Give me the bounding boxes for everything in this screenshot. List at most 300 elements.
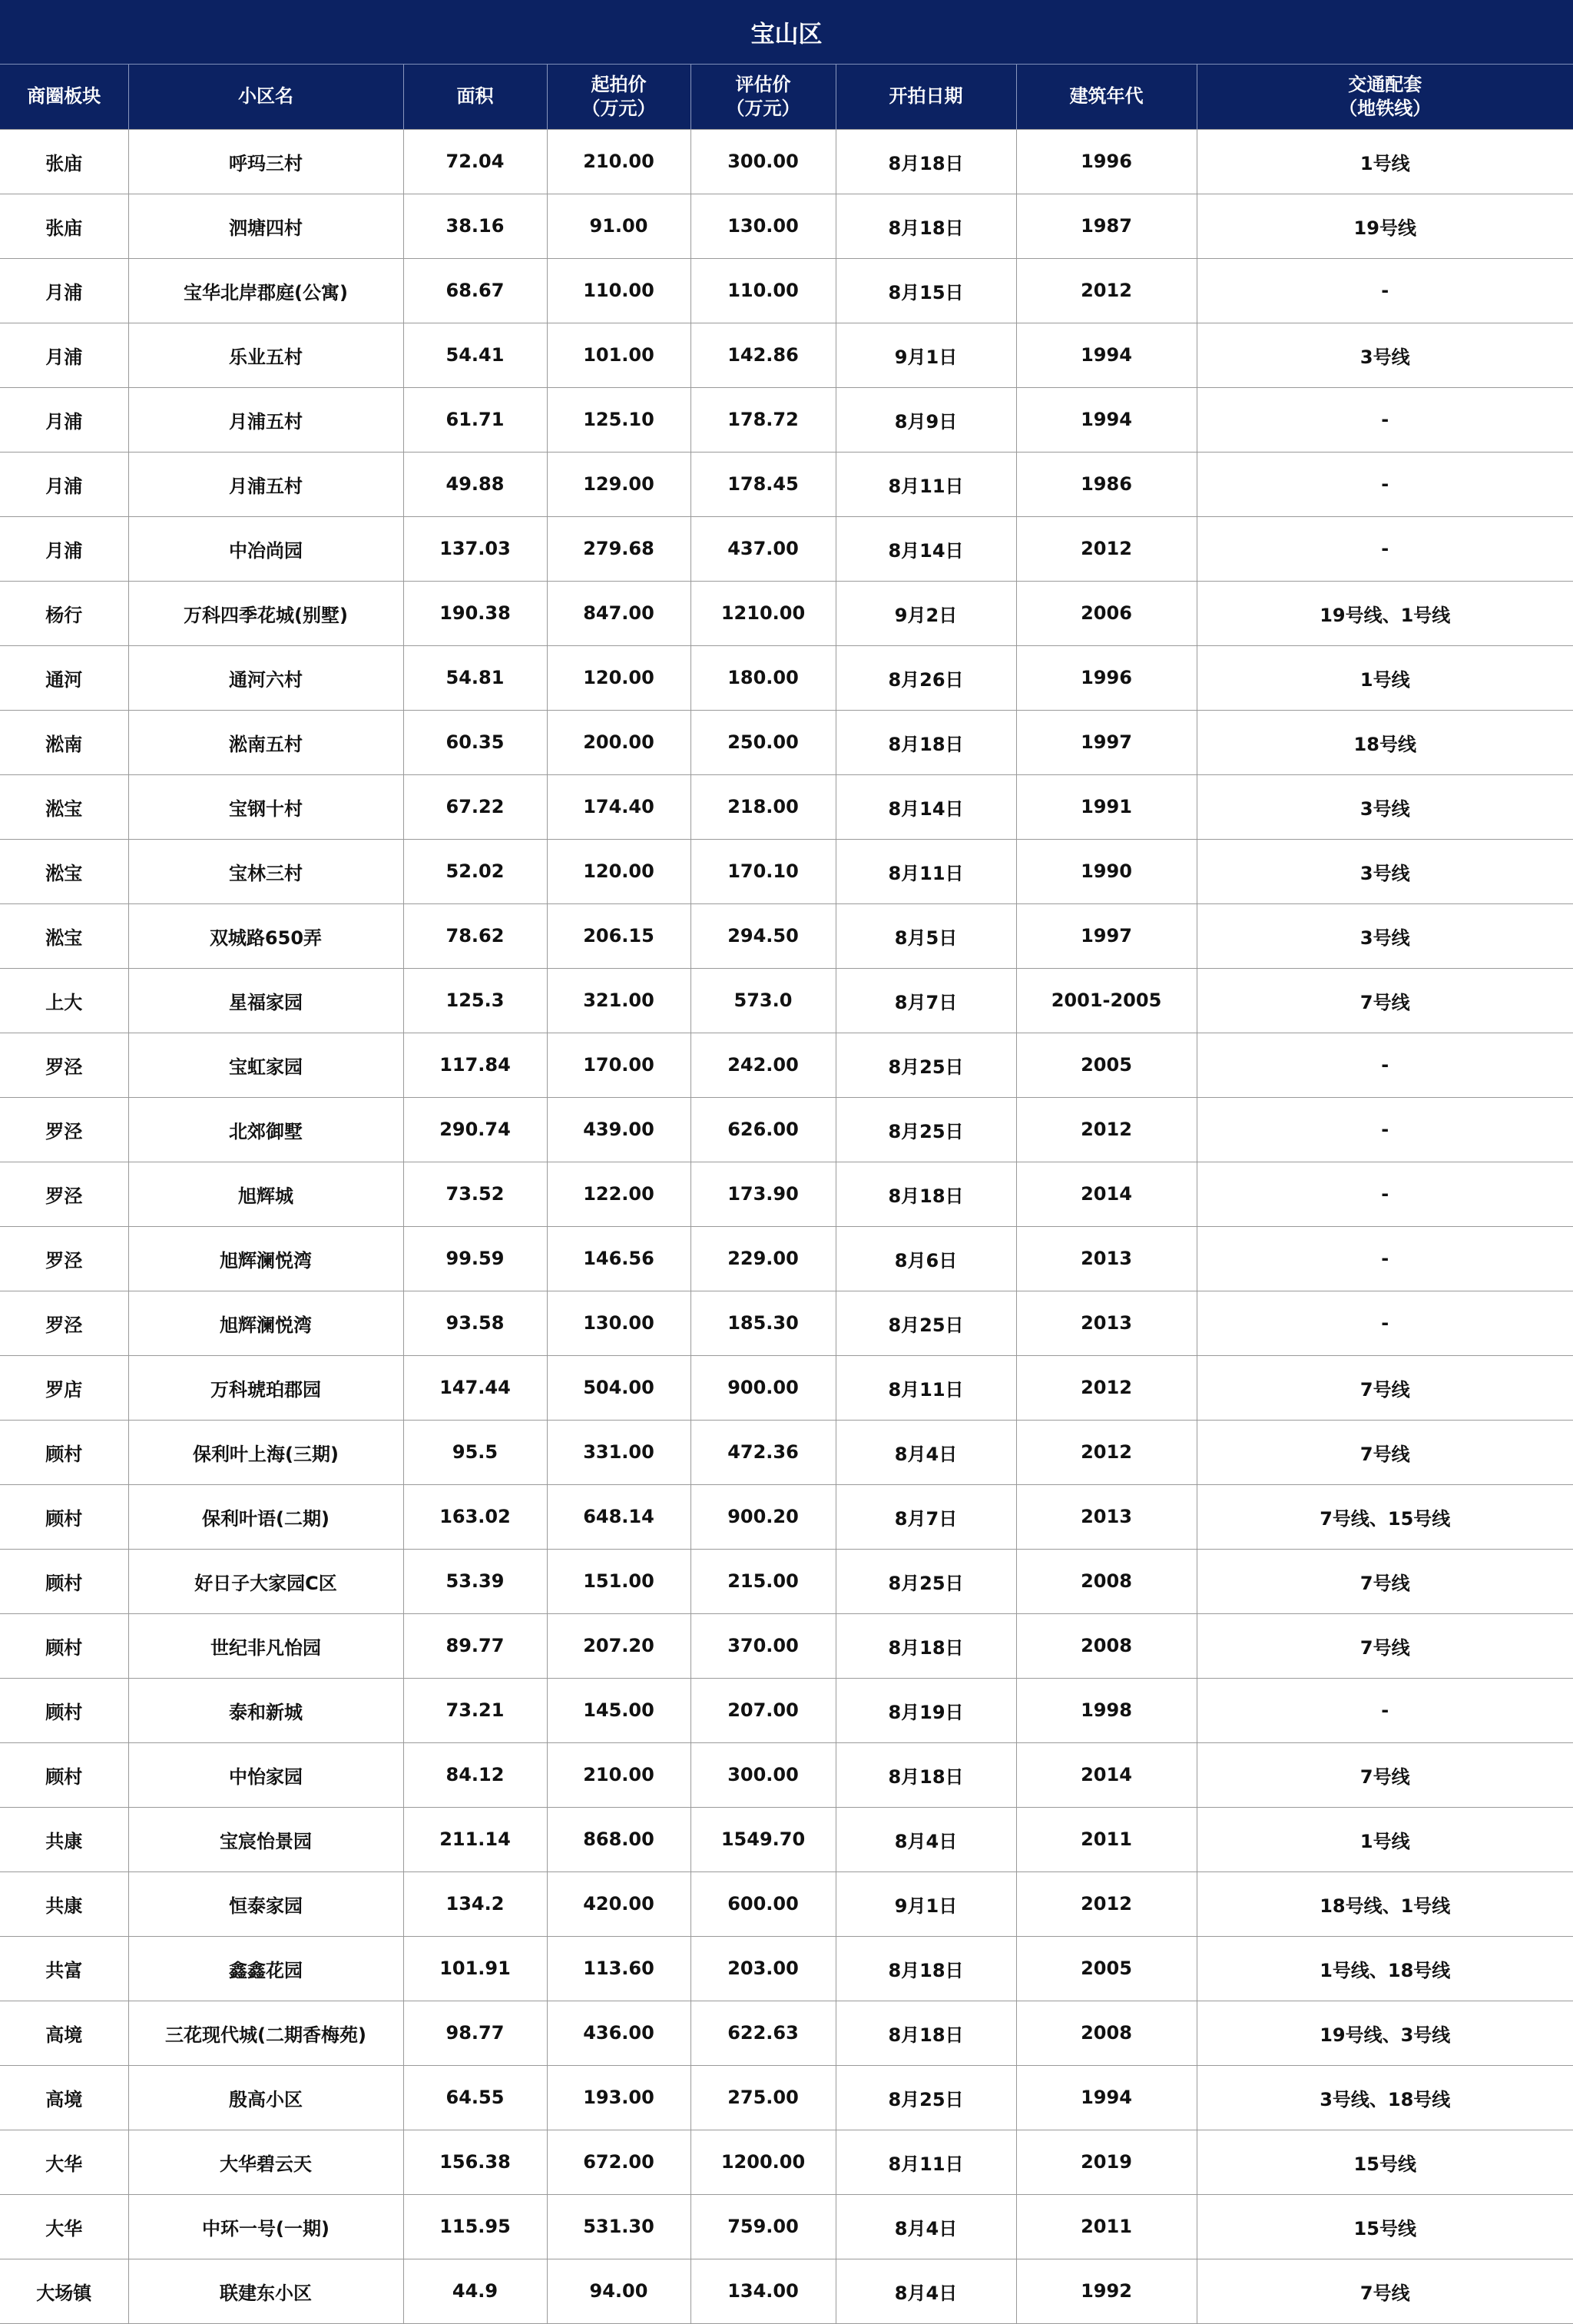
cell-auction-date: 9月2日	[836, 581, 1016, 645]
table-row	[0, 1807, 1573, 1871]
table-row	[0, 1549, 1573, 1613]
cell-district: 淞南	[0, 710, 128, 774]
cell-area: 67.22	[403, 774, 547, 839]
cell-district: 淞宝	[0, 839, 128, 903]
cell-community: 中冶尚园	[128, 516, 403, 581]
table-row	[0, 1678, 1573, 1742]
cell-area: 99.59	[403, 1226, 547, 1291]
cell-metro: 3号线、18号线	[1197, 2065, 1573, 2130]
cell-area: 211.14	[403, 1807, 547, 1871]
cell-appraised-price: 900.00	[690, 1355, 836, 1420]
cell-community: 双城路650弄	[128, 903, 403, 968]
cell-area: 156.38	[403, 2130, 547, 2194]
cell-auction-date: 8月4日	[836, 1420, 1016, 1484]
cell-auction-date: 8月9日	[836, 387, 1016, 452]
cell-district: 罗泾	[0, 1226, 128, 1291]
cell-starting-price: 504.00	[547, 1355, 690, 1420]
cell-community: 世纪非凡怡园	[128, 1613, 403, 1678]
cell-area: 54.81	[403, 645, 547, 710]
cell-community: 北郊御墅	[128, 1097, 403, 1162]
cell-auction-date: 8月11日	[836, 452, 1016, 516]
cell-district: 罗泾	[0, 1291, 128, 1355]
cell-community: 恒泰家园	[128, 1871, 403, 1936]
cell-starting-price: 130.00	[547, 1291, 690, 1355]
cell-metro: 3号线	[1197, 774, 1573, 839]
cell-appraised-price: 185.30	[690, 1291, 836, 1355]
cell-auction-date: 8月18日	[836, 2001, 1016, 2065]
cell-auction-date: 8月19日	[836, 1678, 1016, 1742]
table-row	[0, 2130, 1573, 2194]
cell-auction-date: 8月25日	[836, 1291, 1016, 1355]
table-row	[0, 710, 1573, 774]
table-row	[0, 2001, 1573, 2065]
cell-auction-date: 8月18日	[836, 194, 1016, 258]
cell-metro: 15号线	[1197, 2130, 1573, 2194]
cell-auction-date: 8月4日	[836, 2259, 1016, 2323]
cell-community: 乐业五村	[128, 323, 403, 387]
sheet-title: 宝山区	[0, 0, 1573, 65]
cell-starting-price: 113.60	[547, 1936, 690, 2001]
table-row	[0, 1936, 1573, 2001]
cell-starting-price: 151.00	[547, 1549, 690, 1613]
cell-metro: 15号线	[1197, 2194, 1573, 2259]
cell-starting-price: 331.00	[547, 1420, 690, 1484]
col-header-metro: 交通配套 （地铁线）	[1197, 65, 1573, 129]
cell-district: 罗泾	[0, 1033, 128, 1097]
cell-auction-date: 8月11日	[836, 1355, 1016, 1420]
cell-district: 顾村	[0, 1420, 128, 1484]
cell-starting-price: 206.15	[547, 903, 690, 968]
cell-district: 张庙	[0, 194, 128, 258]
cell-auction-date: 8月6日	[836, 1226, 1016, 1291]
cell-district: 罗泾	[0, 1162, 128, 1226]
cell-area: 101.91	[403, 1936, 547, 2001]
cell-appraised-price: 130.00	[690, 194, 836, 258]
table-row	[0, 645, 1573, 710]
cell-area: 54.41	[403, 323, 547, 387]
cell-appraised-price: 300.00	[690, 1742, 836, 1807]
table-row	[0, 258, 1573, 323]
cell-appraised-price: 250.00	[690, 710, 836, 774]
cell-auction-date: 8月14日	[836, 774, 1016, 839]
cell-build-year: 2001-2005	[1016, 968, 1197, 1033]
table-row	[0, 2194, 1573, 2259]
cell-appraised-price: 170.10	[690, 839, 836, 903]
cell-metro: -	[1197, 1678, 1573, 1742]
cell-community: 呼玛三村	[128, 129, 403, 194]
cell-auction-date: 8月7日	[836, 968, 1016, 1033]
col-header-district: 商圈板块	[0, 65, 128, 129]
cell-district: 共富	[0, 1936, 128, 2001]
cell-community: 泗塘四村	[128, 194, 403, 258]
cell-district: 顾村	[0, 1484, 128, 1549]
cell-metro: 19号线	[1197, 194, 1573, 258]
cell-appraised-price: 600.00	[690, 1871, 836, 1936]
cell-build-year: 1992	[1016, 2259, 1197, 2323]
cell-starting-price: 129.00	[547, 452, 690, 516]
cell-auction-date: 9月1日	[836, 323, 1016, 387]
cell-metro: 19号线、1号线	[1197, 581, 1573, 645]
cell-area: 190.38	[403, 581, 547, 645]
cell-district: 月浦	[0, 516, 128, 581]
table-row	[0, 1484, 1573, 1549]
cell-appraised-price: 300.00	[690, 129, 836, 194]
table-header	[0, 65, 1573, 129]
cell-build-year: 1997	[1016, 903, 1197, 968]
cell-district: 高境	[0, 2001, 128, 2065]
cell-area: 64.55	[403, 2065, 547, 2130]
cell-area: 72.04	[403, 129, 547, 194]
cell-starting-price: 207.20	[547, 1613, 690, 1678]
cell-auction-date: 8月25日	[836, 1549, 1016, 1613]
cell-auction-date: 8月14日	[836, 516, 1016, 581]
cell-community: 保利叶语(二期)	[128, 1484, 403, 1549]
cell-area: 60.35	[403, 710, 547, 774]
cell-area: 53.39	[403, 1549, 547, 1613]
cell-build-year: 2008	[1016, 1613, 1197, 1678]
cell-build-year: 1996	[1016, 129, 1197, 194]
cell-community: 保利叶上海(三期)	[128, 1420, 403, 1484]
cell-metro: -	[1197, 258, 1573, 323]
cell-metro: 7号线	[1197, 1549, 1573, 1613]
cell-auction-date: 8月18日	[836, 129, 1016, 194]
cell-community: 宝华北岸郡庭(公寓)	[128, 258, 403, 323]
cell-build-year: 2011	[1016, 1807, 1197, 1871]
cell-metro: 7号线	[1197, 1420, 1573, 1484]
cell-metro: 1号线、18号线	[1197, 1936, 1573, 2001]
cell-community: 宝钢十村	[128, 774, 403, 839]
cell-appraised-price: 207.00	[690, 1678, 836, 1742]
cell-starting-price: 439.00	[547, 1097, 690, 1162]
cell-starting-price: 420.00	[547, 1871, 690, 1936]
cell-build-year: 1998	[1016, 1678, 1197, 1742]
cell-community: 泰和新城	[128, 1678, 403, 1742]
cell-auction-date: 8月4日	[836, 1807, 1016, 1871]
cell-build-year: 2006	[1016, 581, 1197, 645]
cell-community: 月浦五村	[128, 387, 403, 452]
cell-appraised-price: 1200.00	[690, 2130, 836, 2194]
cell-starting-price: 436.00	[547, 2001, 690, 2065]
col-header-community: 小区名	[128, 65, 403, 129]
cell-starting-price: 120.00	[547, 839, 690, 903]
cell-build-year: 1997	[1016, 710, 1197, 774]
cell-district: 共康	[0, 1871, 128, 1936]
cell-metro: -	[1197, 1097, 1573, 1162]
cell-auction-date: 8月25日	[836, 2065, 1016, 2130]
cell-metro: 7号线	[1197, 968, 1573, 1033]
cell-area: 98.77	[403, 2001, 547, 2065]
table-row	[0, 1613, 1573, 1678]
cell-auction-date: 8月18日	[836, 1936, 1016, 2001]
cell-district: 杨行	[0, 581, 128, 645]
cell-community: 联建东小区	[128, 2259, 403, 2323]
cell-starting-price: 531.30	[547, 2194, 690, 2259]
cell-build-year: 2013	[1016, 1484, 1197, 1549]
cell-build-year: 2008	[1016, 1549, 1197, 1613]
cell-area: 73.52	[403, 1162, 547, 1226]
table-row	[0, 1742, 1573, 1807]
cell-metro: 7号线	[1197, 1613, 1573, 1678]
cell-starting-price: 110.00	[547, 258, 690, 323]
cell-auction-date: 8月11日	[836, 839, 1016, 903]
cell-appraised-price: 173.90	[690, 1162, 836, 1226]
cell-starting-price: 125.10	[547, 387, 690, 452]
cell-build-year: 2013	[1016, 1291, 1197, 1355]
cell-build-year: 1996	[1016, 645, 1197, 710]
cell-appraised-price: 275.00	[690, 2065, 836, 2130]
cell-metro: 3号线	[1197, 323, 1573, 387]
cell-auction-date: 8月7日	[836, 1484, 1016, 1549]
cell-build-year: 2013	[1016, 1226, 1197, 1291]
cell-starting-price: 210.00	[547, 129, 690, 194]
table-row	[0, 1420, 1573, 1484]
cell-district: 大华	[0, 2130, 128, 2194]
cell-starting-price: 847.00	[547, 581, 690, 645]
cell-district: 大场镇	[0, 2259, 128, 2323]
cell-district: 罗店	[0, 1355, 128, 1420]
cell-community: 宝林三村	[128, 839, 403, 903]
cell-district: 顾村	[0, 1613, 128, 1678]
col-header-area: 面积	[403, 65, 547, 129]
cell-build-year: 2012	[1016, 1355, 1197, 1420]
cell-community: 万科四季花城(别墅)	[128, 581, 403, 645]
cell-community: 旭辉城	[128, 1162, 403, 1226]
table-row	[0, 1226, 1573, 1291]
cell-auction-date: 8月15日	[836, 258, 1016, 323]
cell-appraised-price: 142.86	[690, 323, 836, 387]
cell-area: 44.9	[403, 2259, 547, 2323]
cell-area: 163.02	[403, 1484, 547, 1549]
cell-community: 万科琥珀郡园	[128, 1355, 403, 1420]
cell-district: 淞宝	[0, 903, 128, 968]
cell-starting-price: 145.00	[547, 1678, 690, 1742]
cell-starting-price: 120.00	[547, 645, 690, 710]
table-row	[0, 452, 1573, 516]
cell-community: 通河六村	[128, 645, 403, 710]
table-row	[0, 323, 1573, 387]
cell-metro: 7号线、15号线	[1197, 1484, 1573, 1549]
cell-community: 三花现代城(二期香梅苑)	[128, 2001, 403, 2065]
cell-appraised-price: 178.45	[690, 452, 836, 516]
cell-appraised-price: 242.00	[690, 1033, 836, 1097]
cell-build-year: 2012	[1016, 1097, 1197, 1162]
cell-metro: 1号线	[1197, 129, 1573, 194]
cell-district: 大华	[0, 2194, 128, 2259]
cell-build-year: 1994	[1016, 387, 1197, 452]
cell-metro: -	[1197, 1226, 1573, 1291]
table-row	[0, 387, 1573, 452]
cell-starting-price: 200.00	[547, 710, 690, 774]
cell-metro: 1号线	[1197, 1807, 1573, 1871]
cell-appraised-price: 218.00	[690, 774, 836, 839]
cell-auction-date: 8月18日	[836, 1613, 1016, 1678]
cell-starting-price: 146.56	[547, 1226, 690, 1291]
cell-area: 73.21	[403, 1678, 547, 1742]
cell-area: 84.12	[403, 1742, 547, 1807]
cell-community: 好日子大家园C区	[128, 1549, 403, 1613]
cell-metro: 3号线	[1197, 839, 1573, 903]
col-header-appraised-price: 评估价 （万元）	[690, 65, 836, 129]
cell-starting-price: 868.00	[547, 1807, 690, 1871]
cell-appraised-price: 134.00	[690, 2259, 836, 2323]
cell-build-year: 2005	[1016, 1936, 1197, 2001]
cell-area: 134.2	[403, 1871, 547, 1936]
cell-community: 中环一号(一期)	[128, 2194, 403, 2259]
table-row	[0, 1871, 1573, 1936]
cell-community: 星福家园	[128, 968, 403, 1033]
cell-starting-price: 193.00	[547, 2065, 690, 2130]
cell-build-year: 2014	[1016, 1162, 1197, 1226]
cell-auction-date: 9月1日	[836, 1871, 1016, 1936]
cell-auction-date: 8月18日	[836, 1742, 1016, 1807]
cell-metro: -	[1197, 1033, 1573, 1097]
table-row	[0, 129, 1573, 194]
table-row	[0, 1097, 1573, 1162]
cell-metro: 19号线、3号线	[1197, 2001, 1573, 2065]
cell-appraised-price: 294.50	[690, 903, 836, 968]
cell-district: 淞宝	[0, 774, 128, 839]
cell-metro: -	[1197, 1162, 1573, 1226]
cell-auction-date: 8月26日	[836, 645, 1016, 710]
cell-area: 115.95	[403, 2194, 547, 2259]
col-header-build-year: 建筑年代	[1016, 65, 1197, 129]
cell-appraised-price: 203.00	[690, 1936, 836, 2001]
cell-appraised-price: 626.00	[690, 1097, 836, 1162]
cell-area: 95.5	[403, 1420, 547, 1484]
cell-appraised-price: 1549.70	[690, 1807, 836, 1871]
cell-starting-price: 122.00	[547, 1162, 690, 1226]
cell-district: 顾村	[0, 1678, 128, 1742]
table-row	[0, 1355, 1573, 1420]
cell-community: 鑫鑫花园	[128, 1936, 403, 2001]
table-row	[0, 1162, 1573, 1226]
listing-table	[0, 65, 1573, 2324]
cell-district: 月浦	[0, 387, 128, 452]
cell-starting-price: 210.00	[547, 1742, 690, 1807]
cell-auction-date: 8月25日	[836, 1033, 1016, 1097]
cell-appraised-price: 900.20	[690, 1484, 836, 1549]
cell-build-year: 1991	[1016, 774, 1197, 839]
cell-starting-price: 170.00	[547, 1033, 690, 1097]
cell-metro: 7号线	[1197, 1742, 1573, 1807]
cell-appraised-price: 1210.00	[690, 581, 836, 645]
cell-area: 89.77	[403, 1613, 547, 1678]
cell-district: 顾村	[0, 1742, 128, 1807]
table-row	[0, 839, 1573, 903]
cell-district: 张庙	[0, 129, 128, 194]
table-body	[0, 129, 1573, 2323]
cell-starting-price: 321.00	[547, 968, 690, 1033]
cell-metro: 3号线	[1197, 903, 1573, 968]
cell-appraised-price: 178.72	[690, 387, 836, 452]
cell-area: 93.58	[403, 1291, 547, 1355]
cell-district: 月浦	[0, 258, 128, 323]
cell-district: 通河	[0, 645, 128, 710]
cell-appraised-price: 437.00	[690, 516, 836, 581]
cell-area: 137.03	[403, 516, 547, 581]
cell-starting-price: 91.00	[547, 194, 690, 258]
cell-community: 中怡家园	[128, 1742, 403, 1807]
cell-auction-date: 8月11日	[836, 2130, 1016, 2194]
cell-starting-price: 94.00	[547, 2259, 690, 2323]
cell-area: 125.3	[403, 968, 547, 1033]
cell-district: 罗泾	[0, 1097, 128, 1162]
cell-district: 共康	[0, 1807, 128, 1871]
table-row	[0, 1291, 1573, 1355]
cell-appraised-price: 370.00	[690, 1613, 836, 1678]
cell-metro: -	[1197, 516, 1573, 581]
cell-appraised-price: 229.00	[690, 1226, 836, 1291]
header-row	[0, 65, 1573, 129]
table-row	[0, 1033, 1573, 1097]
cell-community: 旭辉澜悦湾	[128, 1226, 403, 1291]
cell-district: 上大	[0, 968, 128, 1033]
col-header-auction-date: 开拍日期	[836, 65, 1016, 129]
cell-auction-date: 8月25日	[836, 1097, 1016, 1162]
cell-appraised-price: 759.00	[690, 2194, 836, 2259]
table-row	[0, 968, 1573, 1033]
cell-metro: 18号线	[1197, 710, 1573, 774]
cell-starting-price: 648.14	[547, 1484, 690, 1549]
table-row	[0, 2259, 1573, 2323]
cell-appraised-price: 472.36	[690, 1420, 836, 1484]
cell-district: 顾村	[0, 1549, 128, 1613]
cell-build-year: 1994	[1016, 2065, 1197, 2130]
table-row	[0, 516, 1573, 581]
cell-build-year: 2012	[1016, 1420, 1197, 1484]
cell-district: 高境	[0, 2065, 128, 2130]
cell-metro: 7号线	[1197, 2259, 1573, 2323]
table-row	[0, 581, 1573, 645]
cell-build-year: 2012	[1016, 258, 1197, 323]
cell-community: 旭辉澜悦湾	[128, 1291, 403, 1355]
cell-starting-price: 672.00	[547, 2130, 690, 2194]
table-row	[0, 774, 1573, 839]
cell-starting-price: 279.68	[547, 516, 690, 581]
cell-community: 淞南五村	[128, 710, 403, 774]
cell-auction-date: 8月5日	[836, 903, 1016, 968]
cell-auction-date: 8月18日	[836, 1162, 1016, 1226]
cell-build-year: 2014	[1016, 1742, 1197, 1807]
cell-metro: -	[1197, 387, 1573, 452]
cell-auction-date: 8月18日	[836, 710, 1016, 774]
cell-starting-price: 174.40	[547, 774, 690, 839]
cell-community: 月浦五村	[128, 452, 403, 516]
cell-appraised-price: 110.00	[690, 258, 836, 323]
cell-area: 117.84	[403, 1033, 547, 1097]
cell-area: 38.16	[403, 194, 547, 258]
cell-appraised-price: 622.63	[690, 2001, 836, 2065]
cell-build-year: 2012	[1016, 1871, 1197, 1936]
cell-metro: 1号线	[1197, 645, 1573, 710]
col-header-starting-price: 起拍价 （万元）	[547, 65, 690, 129]
cell-area: 52.02	[403, 839, 547, 903]
cell-community: 宝宸怡景园	[128, 1807, 403, 1871]
cell-build-year: 1986	[1016, 452, 1197, 516]
cell-appraised-price: 180.00	[690, 645, 836, 710]
cell-metro: -	[1197, 452, 1573, 516]
cell-build-year: 2008	[1016, 2001, 1197, 2065]
table-row	[0, 2065, 1573, 2130]
cell-community: 殷高小区	[128, 2065, 403, 2130]
cell-build-year: 2011	[1016, 2194, 1197, 2259]
cell-community: 宝虹家园	[128, 1033, 403, 1097]
cell-build-year: 2005	[1016, 1033, 1197, 1097]
cell-build-year: 1987	[1016, 194, 1197, 258]
cell-build-year: 2012	[1016, 516, 1197, 581]
cell-area: 78.62	[403, 903, 547, 968]
cell-appraised-price: 573.0	[690, 968, 836, 1033]
